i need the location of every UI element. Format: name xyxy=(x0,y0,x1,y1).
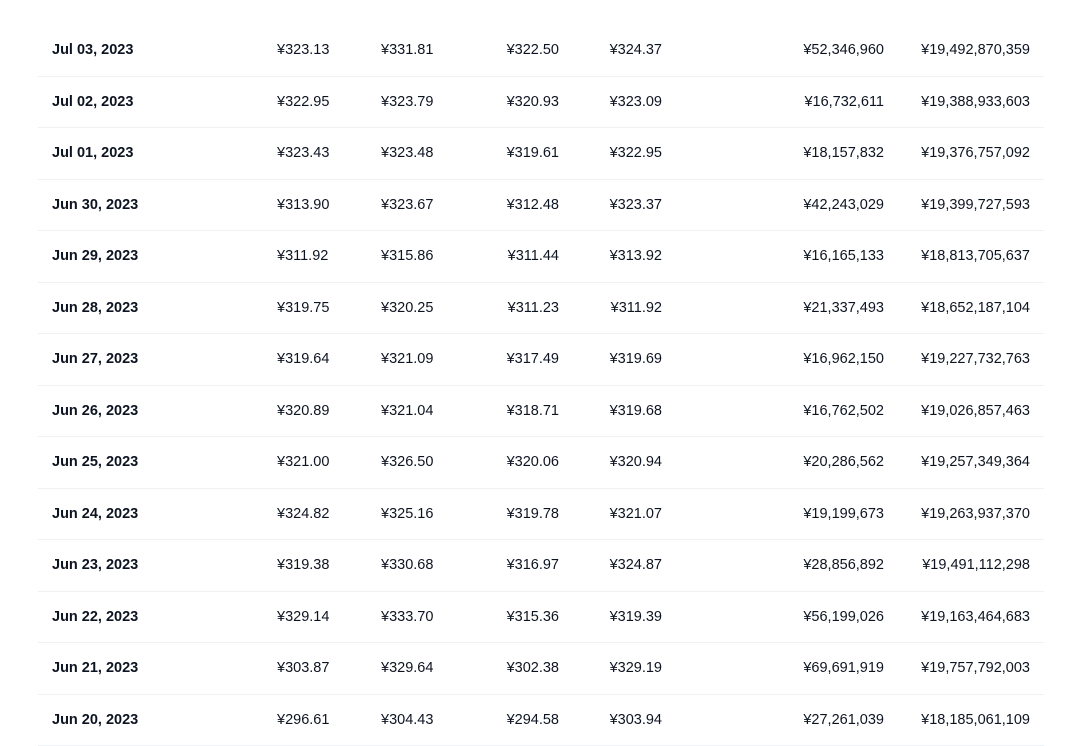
table-row xyxy=(38,283,1044,335)
low-cell: ¥312.48 xyxy=(507,180,559,231)
date-cell: Jun 26, 2023 xyxy=(52,386,138,437)
low-cell: ¥319.78 xyxy=(507,489,559,540)
close-cell: ¥320.94 xyxy=(610,437,662,488)
table-row xyxy=(38,489,1044,541)
high-cell: ¥320.25 xyxy=(381,283,433,334)
table-row xyxy=(38,540,1044,592)
close-cell: ¥319.39 xyxy=(610,592,662,643)
high-cell: ¥304.43 xyxy=(381,695,433,746)
date-cell: Jun 23, 2023 xyxy=(52,540,138,591)
volume-cell: ¥56,199,026 xyxy=(803,592,884,643)
date-cell: Jun 22, 2023 xyxy=(52,592,138,643)
volume-cell: ¥16,165,133 xyxy=(803,231,884,282)
high-cell: ¥321.04 xyxy=(381,386,433,437)
high-cell: ¥323.48 xyxy=(381,128,433,179)
market-cap-cell: ¥19,163,464,683 xyxy=(921,592,1030,643)
date-cell: Jun 25, 2023 xyxy=(52,437,138,488)
open-cell: ¥323.43 xyxy=(277,128,329,179)
open-cell: ¥329.14 xyxy=(277,592,329,643)
volume-cell: ¥18,157,832 xyxy=(803,128,884,179)
market-cap-cell: ¥19,263,937,370 xyxy=(921,489,1030,540)
volume-cell: ¥16,732,611 xyxy=(804,77,884,128)
low-cell: ¥320.93 xyxy=(507,77,559,128)
volume-cell: ¥16,762,502 xyxy=(803,386,884,437)
open-cell: ¥322.95 xyxy=(277,77,329,128)
high-cell: ¥330.68 xyxy=(381,540,433,591)
market-cap-cell: ¥19,227,732,763 xyxy=(921,334,1030,385)
close-cell: ¥329.19 xyxy=(610,643,662,694)
date-cell: Jun 30, 2023 xyxy=(52,180,138,231)
high-cell: ¥325.16 xyxy=(381,489,433,540)
low-cell: ¥319.61 xyxy=(507,128,559,179)
close-cell: ¥323.37 xyxy=(610,180,662,231)
low-cell: ¥317.49 xyxy=(507,334,559,385)
close-cell: ¥321.07 xyxy=(610,489,662,540)
low-cell: ¥311.44 xyxy=(508,231,559,282)
market-cap-cell: ¥19,257,349,364 xyxy=(921,437,1030,488)
table-row xyxy=(38,231,1044,283)
market-cap-cell: ¥18,652,187,104 xyxy=(921,283,1030,334)
volume-cell: ¥19,199,673 xyxy=(803,489,884,540)
table-row xyxy=(38,77,1044,129)
low-cell: ¥320.06 xyxy=(507,437,559,488)
low-cell: ¥311.23 xyxy=(508,283,559,334)
close-cell: ¥319.69 xyxy=(610,334,662,385)
table-row xyxy=(38,128,1044,180)
open-cell: ¥319.75 xyxy=(277,283,329,334)
table-row xyxy=(38,386,1044,438)
table-row xyxy=(38,592,1044,644)
market-cap-cell: ¥19,491,112,298 xyxy=(922,540,1030,591)
close-cell: ¥311.92 xyxy=(611,283,662,334)
open-cell: ¥319.64 xyxy=(277,334,329,385)
date-cell: Jun 29, 2023 xyxy=(52,231,138,282)
close-cell: ¥324.37 xyxy=(610,25,662,76)
close-cell: ¥313.92 xyxy=(610,231,662,282)
table-row xyxy=(38,437,1044,489)
high-cell: ¥321.09 xyxy=(381,334,433,385)
volume-cell: ¥52,346,960 xyxy=(803,25,884,76)
table-row xyxy=(38,25,1044,77)
low-cell: ¥322.50 xyxy=(507,25,559,76)
open-cell: ¥313.90 xyxy=(277,180,329,231)
volume-cell: ¥27,261,039 xyxy=(803,695,884,746)
table-row xyxy=(38,695,1044,746)
date-cell: Jun 28, 2023 xyxy=(52,283,138,334)
open-cell: ¥319.38 xyxy=(277,540,329,591)
close-cell: ¥303.94 xyxy=(610,695,662,746)
date-cell: Jun 20, 2023 xyxy=(52,695,138,746)
volume-cell: ¥16,962,150 xyxy=(803,334,884,385)
market-cap-cell: ¥18,813,705,637 xyxy=(921,231,1030,282)
close-cell: ¥324.87 xyxy=(610,540,662,591)
volume-cell: ¥42,243,029 xyxy=(803,180,884,231)
historical-data-table xyxy=(38,25,1044,746)
market-cap-cell: ¥19,026,857,463 xyxy=(921,386,1030,437)
market-cap-cell: ¥19,399,727,593 xyxy=(921,180,1030,231)
table-row xyxy=(38,643,1044,695)
low-cell: ¥318.71 xyxy=(507,386,559,437)
market-cap-cell: ¥18,185,061,109 xyxy=(921,695,1030,746)
table-row xyxy=(38,334,1044,386)
close-cell: ¥322.95 xyxy=(610,128,662,179)
volume-cell: ¥21,337,493 xyxy=(803,283,884,334)
volume-cell: ¥20,286,562 xyxy=(803,437,884,488)
low-cell: ¥294.58 xyxy=(507,695,559,746)
high-cell: ¥315.86 xyxy=(381,231,433,282)
high-cell: ¥331.81 xyxy=(381,25,433,76)
low-cell: ¥316.97 xyxy=(507,540,559,591)
market-cap-cell: ¥19,757,792,003 xyxy=(921,643,1030,694)
high-cell: ¥326.50 xyxy=(381,437,433,488)
high-cell: ¥333.70 xyxy=(381,592,433,643)
date-cell: Jun 27, 2023 xyxy=(52,334,138,385)
open-cell: ¥323.13 xyxy=(277,25,329,76)
volume-cell: ¥69,691,919 xyxy=(803,643,884,694)
market-cap-cell: ¥19,492,870,359 xyxy=(921,25,1030,76)
open-cell: ¥296.61 xyxy=(277,695,329,746)
volume-cell: ¥28,856,892 xyxy=(803,540,884,591)
low-cell: ¥302.38 xyxy=(507,643,559,694)
date-cell: Jul 02, 2023 xyxy=(52,77,133,128)
date-cell: Jul 03, 2023 xyxy=(52,25,133,76)
open-cell: ¥321.00 xyxy=(277,437,329,488)
open-cell: ¥303.87 xyxy=(277,643,329,694)
market-cap-cell: ¥19,388,933,603 xyxy=(921,77,1030,128)
table-row xyxy=(38,180,1044,232)
close-cell: ¥319.68 xyxy=(610,386,662,437)
close-cell: ¥323.09 xyxy=(610,77,662,128)
low-cell: ¥315.36 xyxy=(507,592,559,643)
open-cell: ¥324.82 xyxy=(277,489,329,540)
high-cell: ¥329.64 xyxy=(381,643,433,694)
open-cell: ¥311.92 xyxy=(277,231,328,282)
high-cell: ¥323.79 xyxy=(381,77,433,128)
date-cell: Jun 21, 2023 xyxy=(52,643,138,694)
market-cap-cell: ¥19,376,757,092 xyxy=(921,128,1030,179)
open-cell: ¥320.89 xyxy=(277,386,329,437)
date-cell: Jul 01, 2023 xyxy=(52,128,133,179)
high-cell: ¥323.67 xyxy=(381,180,433,231)
date-cell: Jun 24, 2023 xyxy=(52,489,138,540)
